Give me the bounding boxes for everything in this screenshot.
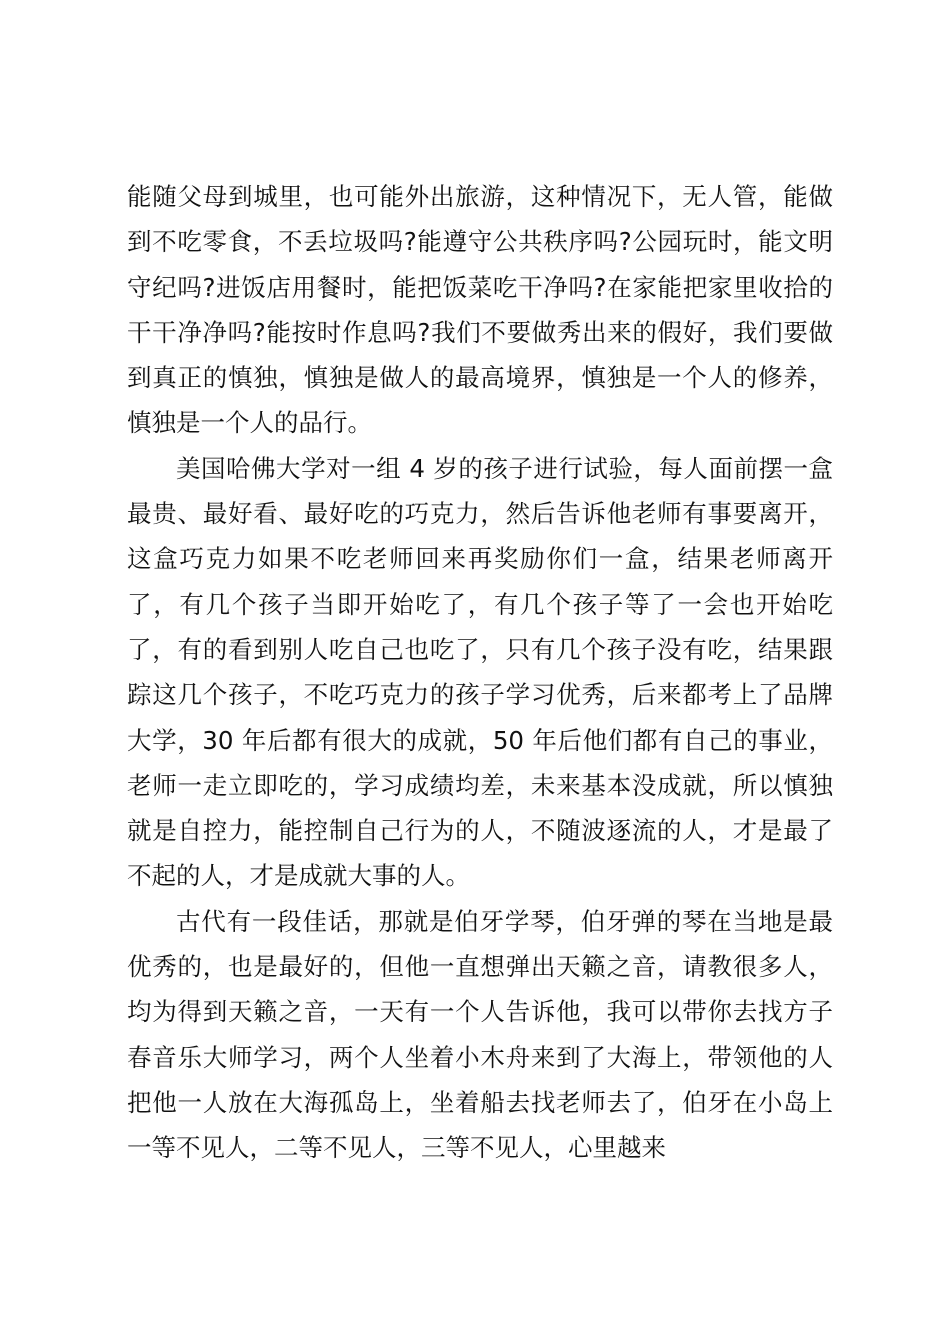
- paragraph-1: 能随父母到城里，也可能外出旅游，这种情况下，无人管，能做到不吃零食，不丢垃圾吗?能遵守公共秩序吗?公园玩时，能文明守纪吗?进饭店用餐时，能把饭菜吃干净吗?在家能把家里收拾的干干净净吗?能按时作息吗?我们不要做秀出来的假好，我们要做到真正的慎独，慎独是做人的最高境界，慎独是一个人的修养，慎独是一个人的品行。: [127, 182, 833, 438]
- document-body: [127, 174, 833, 1171]
- paragraph-2: 美国哈佛大学对一组 4 岁的孩子进行试验，每人面前摆一盒最贵、最好看、最好吃的巧克力，然后告诉他老师有事要离开，这盒巧克力如果不吃老师回来再奖励你们一盒，结果老师离开了，有几个孩子当即开始吃了，有几个孩子等了一会也开始吃了，有的看到别人吃自己也吃了，只有几个孩子没有吃，结果跟踪这几个孩子，不吃巧克力的孩子学习优秀，后来都考上了品牌大学，30 年后都有很大的成就，50 年后他们都有自己的事业，老师一走立即吃的，学习成绩均差，未来基本没成就，所以慎独就是自控力，能控制自己行为的人，不随波逐流的人，才是最了不起的人，才是成就大事的人。: [127, 453, 833, 891]
- paragraph-3: 古代有一段佳话，那就是伯牙学琴，伯牙弹的琴在当地是最优秀的，也是最好的，但他一直想弹出天籁之音，请教很多人，均为得到天籁之音，一天有一个人告诉他，我可以带你去找方子春音乐大师学习，两个人坐着小木舟来到了大海上，带领他的人把他一人放在大海孤岛上，坐着船去找老师去了，伯牙在小岛上一等不见人，二等不见人，三等不见人，心里越来: [127, 906, 833, 1163]
